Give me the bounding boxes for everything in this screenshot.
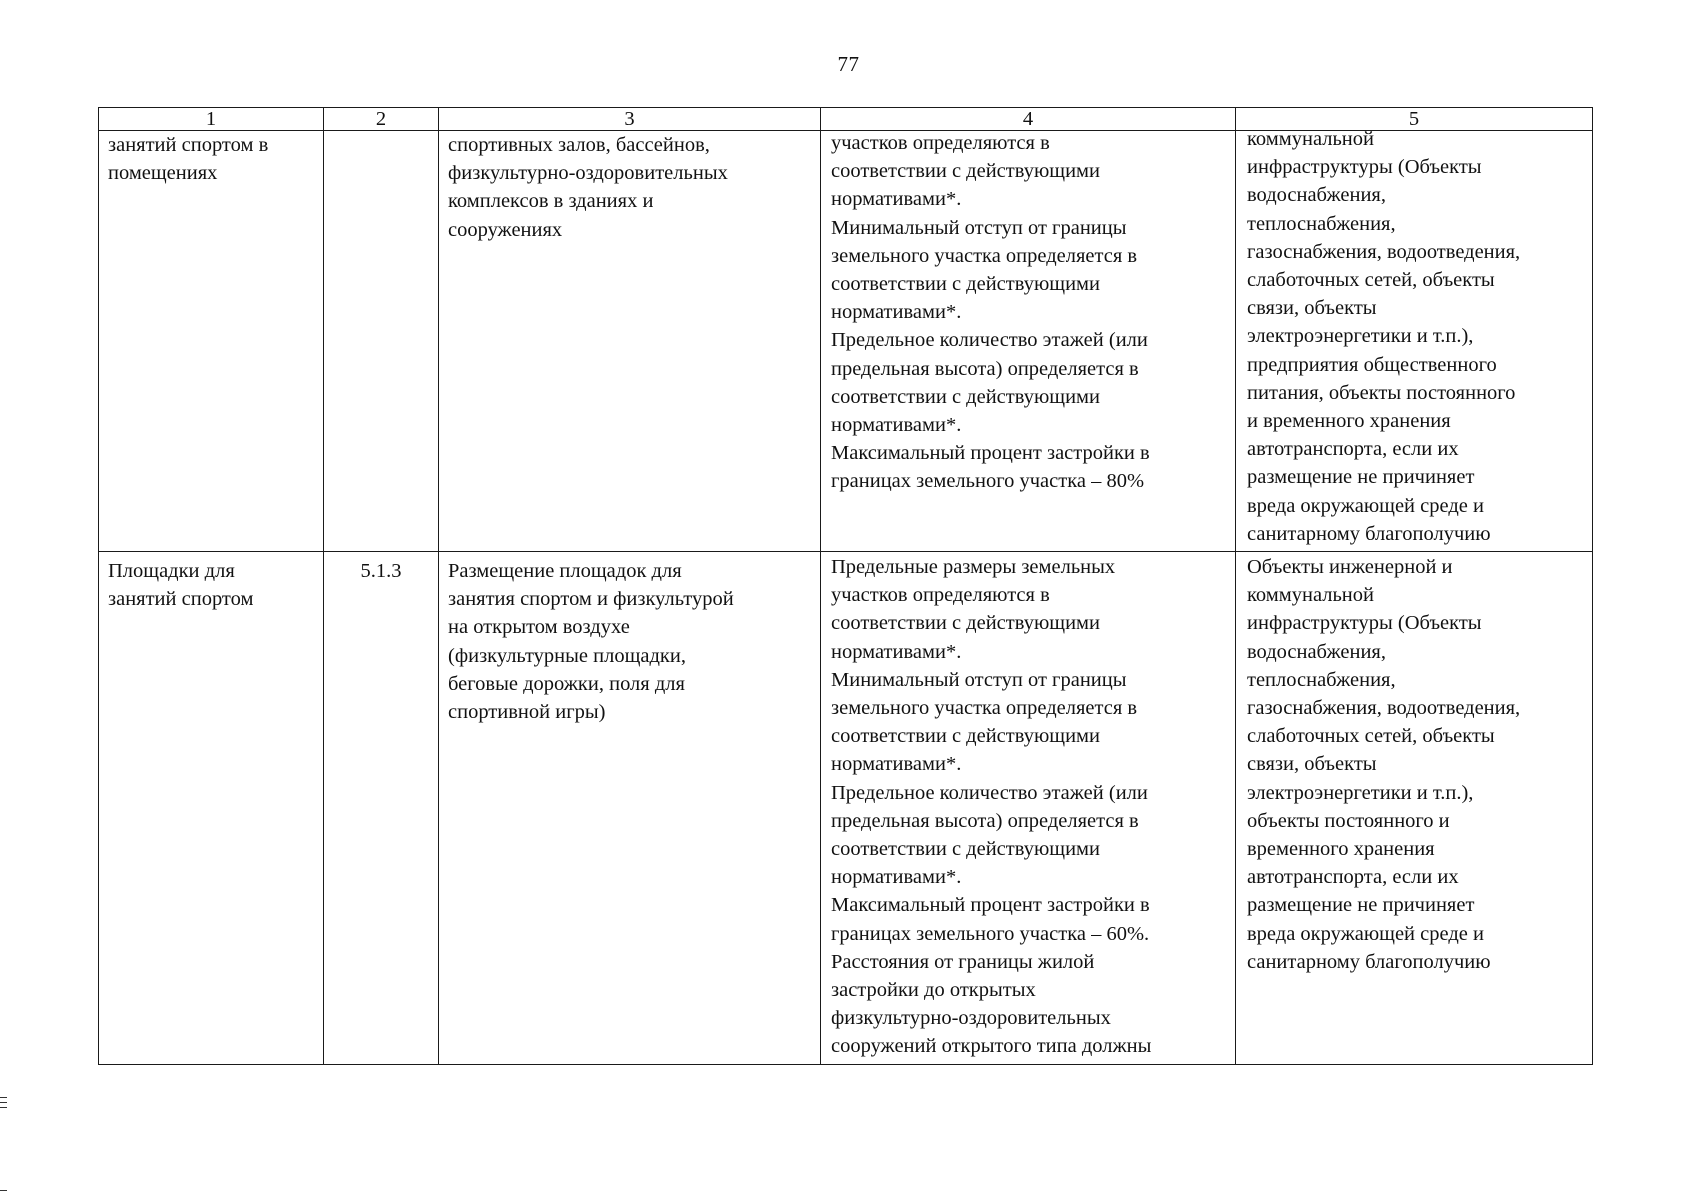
scan-edge-mark	[0, 1102, 7, 1103]
auxiliary-uses-text: Объекты инженерной и коммунальной инфраструктуры (Объекты водоснабжения, теплоснабжения, газоснабжения, водоотведения, слаботочных сетей, объекты связи, объекты электроэнергетики и т.п.), объекты постоянного и временного хранения автотранспорта, если их размещение не причиняет вреда окружающей среде и санитарному благополучию	[1247, 556, 1521, 973]
parameters-cell	[821, 552, 1236, 1065]
column-number-3: 3	[439, 108, 821, 131]
use-type-text: занятий спортом в помещениях	[108, 134, 269, 185]
column-number-5: 5	[1236, 108, 1593, 131]
zoning-regulations-table	[98, 107, 1593, 1065]
scan-edge-mark	[0, 1107, 7, 1108]
use-code-text: 5.1.3	[360, 560, 402, 582]
parameters-text: Предельные размеры земельных участков определяются в соответствии с действующими нормативами*. Минимальный отступ от границы земельного участка определяется в соответствии с действующими нормативами*. Предельное количество этажей (или предельная высота) определяется в соответствии с действующими нормативами*. Максимальный процент застройки в границах земельного участка – 60%. Расстояния от границы жилой застройки до открытых физкультурно-оздоровительных сооружений открытого типа должны	[831, 556, 1152, 1058]
table-row	[99, 552, 1593, 1065]
use-description-text: спортивных залов, бассейнов, физкультурно-оздоровительных комплексов в зданиях и сооружениях	[448, 134, 728, 241]
use-type-cell	[99, 552, 324, 1065]
parameters-cell	[821, 131, 1236, 552]
use-description-cell	[439, 131, 821, 552]
auxiliary-uses-cell	[1236, 552, 1593, 1065]
scan-edge-mark	[0, 1190, 7, 1191]
use-type-cell	[99, 131, 324, 552]
page-number: 77	[837, 52, 860, 76]
use-code-cell	[324, 552, 439, 1065]
use-description-text: Размещение площадок для занятия спортом и физкультурой на открытом воздухе (физкультурные площадки, беговые дорожки, поля для спортивной игры)	[448, 560, 734, 724]
auxiliary-uses-text: коммунальной инфраструктуры (Объекты водоснабжения, теплоснабжения, газоснабжения, водоотведения, слаботочных сетей, объекты связи, объекты электроэнергетики и т.п.), предприятия общественного питания, объекты постоянного и временного хранения автотранспорта, если их размещение не причиняет вреда окружающей среде и санитарному благополучию	[1247, 128, 1521, 545]
column-number-4: 4	[821, 108, 1236, 131]
column-number-2: 2	[324, 108, 439, 131]
use-type-text: Площадки для занятий спортом	[108, 560, 254, 611]
use-description-cell	[439, 552, 821, 1065]
column-number-1: 1	[99, 108, 324, 131]
parameters-text: участков определяются в соответствии с действующими нормативами*. Минимальный отступ от границы земельного участка определяется в соответствии с действующими нормативами*. Предельное количество этажей (или предельная высота) определяется в соответствии с действующими нормативами*. Максимальный процент застройки в границах земельного участка – 80%	[831, 132, 1150, 493]
use-code-cell	[324, 131, 439, 552]
auxiliary-uses-cell	[1236, 128, 1593, 552]
table-row	[99, 131, 1593, 552]
scan-edge-mark	[0, 1097, 7, 1098]
